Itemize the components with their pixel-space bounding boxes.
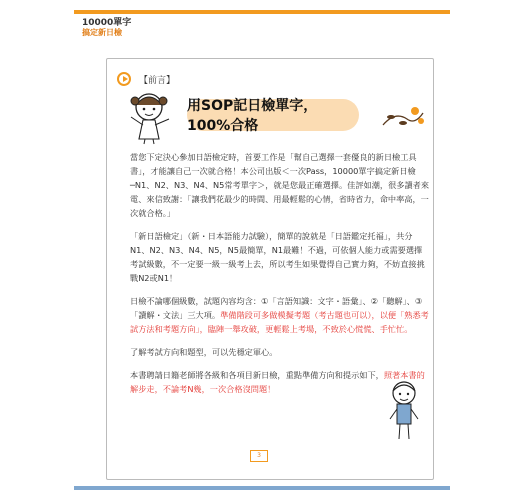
girl-drawing-icon xyxy=(125,87,175,145)
play-circle-icon xyxy=(117,72,131,86)
paragraph-5-text: 本書聘請日籍老師將各級和各項目新日檢，重點準備方向和提示如下， xyxy=(130,370,384,380)
paragraph-3 xyxy=(130,294,430,336)
paragraph-2: 「新日語檢定」（新・日本語能力試驗），簡單的說就是「日語鑑定托福」，共分N1、N2、N3、N4、N5，N5最簡單，N1最難！不過，可依個人能力或需要選擇考試級數，不一定要一級一級考上去，所以考生如果覺得自己實力夠，不妨直接挑戰N2或N1！ xyxy=(130,231,425,283)
book-subtitle: 搞定新日檢 xyxy=(82,28,122,37)
paragraph-5-highlight: 照著本書的解步走，不論考N幾，一次合格沒問題！ xyxy=(130,370,425,394)
book-page xyxy=(74,10,450,490)
flower-vine-icon xyxy=(381,103,425,131)
page-title: 用SOP記日檢單字，100%合格 xyxy=(187,99,359,131)
page-number: 3 xyxy=(250,450,268,462)
paragraph-4: 了解考試方向和題型，可以先穩定軍心。 xyxy=(130,347,278,357)
body-text xyxy=(130,150,430,405)
bottom-blue-band xyxy=(74,486,450,490)
book-title: 10000單字 xyxy=(82,18,132,28)
paragraph-5 xyxy=(130,368,430,396)
paragraph-1: 當您下定決心參加日語檢定時，首要工作是「幫自己選擇一套優良的新日檢工具書」，才能讓自己一次就合格！本公司出版＜一次Pass，10000單字搞定新日檢─N1、N2、N3、N4、N5常考單字＞，就是您最正確選擇。佳評如潮，很多讀者來電、來信致謝：「讓我們花最少的時間、用最輕鬆的心情，省時省力，命中率高，一次就合格。」 xyxy=(130,152,430,218)
paragraph-3-text: 日檢不論哪個級數，試題內容均含：①「言語知識：文字・語彙」、②「聽解」、③「讀解・文法」三大項。 xyxy=(130,296,423,320)
paragraph-3-highlight: 準備階段可多做模擬考題（考古題也可以），以便「熟悉考試方法和考題方向」，臨陣一舉攻破，更輕鬆上考場，不致於心慌慌、手忙忙。 xyxy=(130,310,429,334)
section-header xyxy=(117,71,175,87)
top-orange-band xyxy=(74,10,450,14)
section-label: 【前言】 xyxy=(139,75,176,86)
